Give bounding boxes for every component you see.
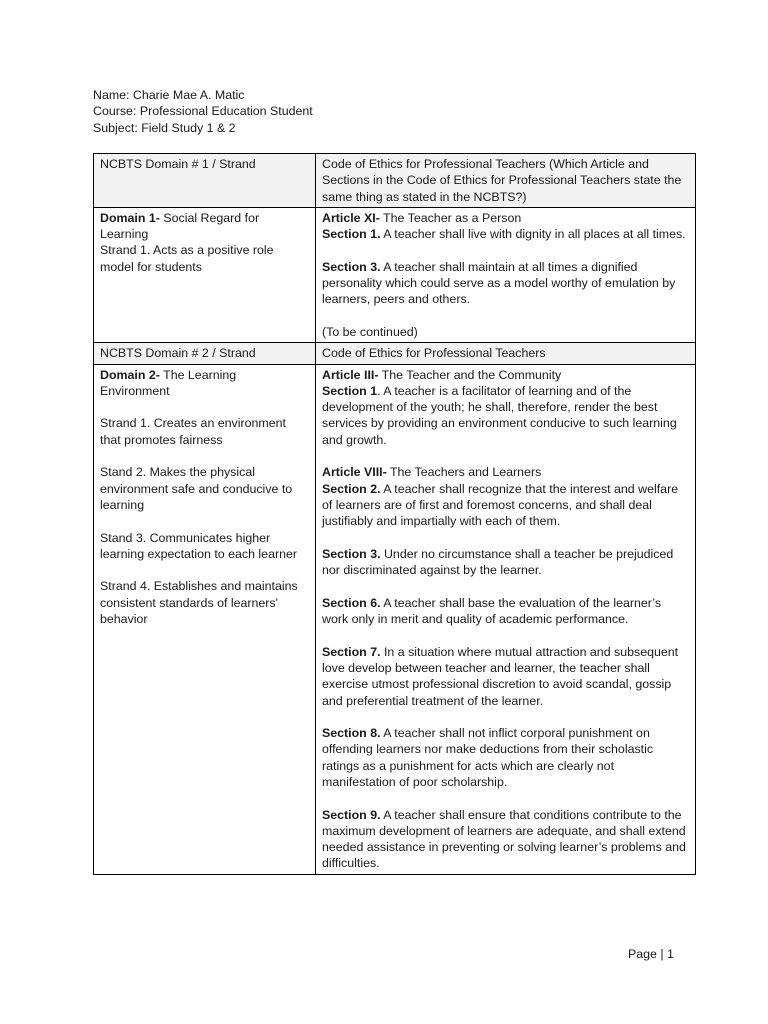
article-11-label: Article XI- bbox=[322, 210, 380, 225]
page-number: Page | 1 bbox=[628, 947, 674, 961]
domain-2-ethics-cell bbox=[316, 364, 696, 874]
student-subject: Subject: Field Study 1 & 2 bbox=[93, 120, 236, 135]
domain-2-strand-1: Strand 1. Creates an environment that promotes fairness bbox=[100, 416, 286, 447]
article-8-section-7: Section 7. In a situation where mutual attraction and subsequent love develop between teacher and learner, the teacher shall exercise utmost professional discretion to avoid scandal, gossip and preferential treatment of the learner. bbox=[322, 644, 679, 708]
domain-1-ethics-cell bbox=[316, 207, 696, 342]
article-8-section-6: Section 6. A teacher shall base the evaluation of the learner’s work only in merit and quality of academic performance. bbox=[322, 595, 662, 627]
domain-2-col1-header: NCBTS Domain # 2 / Strand bbox=[94, 343, 316, 364]
article-8-section-9: Section 9. A teacher shall ensure that conditions contribute to the maximum development of learners are adequate, and shall extend needed assistance in preventing or solving learner’s problems and difficulties. bbox=[322, 807, 686, 871]
domain-2-header-row bbox=[94, 343, 696, 364]
article-8-label: Article VIII- bbox=[322, 465, 387, 480]
article-8-title: Article VIII- The Teachers and Learners bbox=[322, 465, 542, 480]
domain-2-label: Domain 2- bbox=[100, 367, 160, 382]
student-name: Name: Charie Mae A. Matic bbox=[93, 88, 245, 102]
article-3-title: Article III- The Teacher and the Community bbox=[322, 367, 562, 382]
student-course: Course: Professional Education Student bbox=[93, 104, 313, 119]
ncbts-code-of-ethics-table bbox=[93, 153, 696, 875]
article-11-title: Article XI- The Teacher as a Person bbox=[322, 210, 522, 225]
domain-2-col2-header: Code of Ethics for Professional Teachers bbox=[316, 343, 696, 364]
domain-1-col1-header: NCBTS Domain # 1 / Strand bbox=[94, 154, 316, 208]
domain-2-strand-2: Stand 2. Makes the physical environment safe and conducive to learning bbox=[100, 465, 293, 512]
domain-2-row bbox=[94, 364, 696, 874]
domain-1-header-row bbox=[94, 154, 696, 208]
domain-1-label: Domain 1- bbox=[100, 210, 160, 225]
article-3-section-1: Section 1. A teacher is a facilitator of learning and of the development of the youth; he shall, therefore, render the best services by providing an environment conducive to such learning and growth. bbox=[322, 383, 677, 447]
domain-2-title: Domain 2- The Learning Environment bbox=[100, 367, 237, 398]
domain-1-strand: Strand 1. Acts as a positive role model for students bbox=[100, 243, 274, 274]
domain-1-col2-header: Code of Ethics for Professional Teachers (Which Article and Sections in the Code of Ethics for Professional Teachers state the same thing as stated in the NCBTS?) bbox=[316, 154, 696, 208]
domain-2-cell bbox=[94, 364, 316, 874]
domain-1-row bbox=[94, 207, 696, 342]
article-8-section-2: Section 2. A teacher shall recognize that the interest and welfare of learners are of first and foremost concerns, and shall deal justifiably and impartially with each of them. bbox=[322, 481, 679, 529]
domain-2-strand-3: Stand 3. Communicates higher learning expectation to each learner bbox=[100, 530, 298, 561]
article-3-label: Article III- bbox=[322, 367, 379, 382]
article-8-section-3: Section 3. Under no circumstance shall a teacher be prejudiced nor discriminated against by the learner. bbox=[322, 546, 674, 578]
domain-1-title: Domain 1- Social Regard for Learning bbox=[100, 210, 260, 242]
article-11-section-3: Section 3. A teacher shall maintain at all times a dignified personality which could serve as a model worthy of emulation by learners, peers and others. bbox=[322, 259, 676, 307]
to-be-continued-note: (To be continued) bbox=[322, 324, 418, 339]
domain-2-strand-4: Strand 4. Establishes and maintains consistent standards of learners' behavior bbox=[100, 579, 298, 627]
article-11-section-1: Section 1. A teacher shall live with dignity in all places at all times. bbox=[322, 227, 686, 242]
document-header bbox=[93, 87, 313, 136]
domain-1-cell bbox=[94, 207, 316, 342]
article-8-section-8: Section 8. A teacher shall not inflict corporal punishment on offending learners nor make deductions from their scholastic ratings as a punishment for acts which are clearly not manifestation of poor scholarship. bbox=[322, 726, 654, 789]
